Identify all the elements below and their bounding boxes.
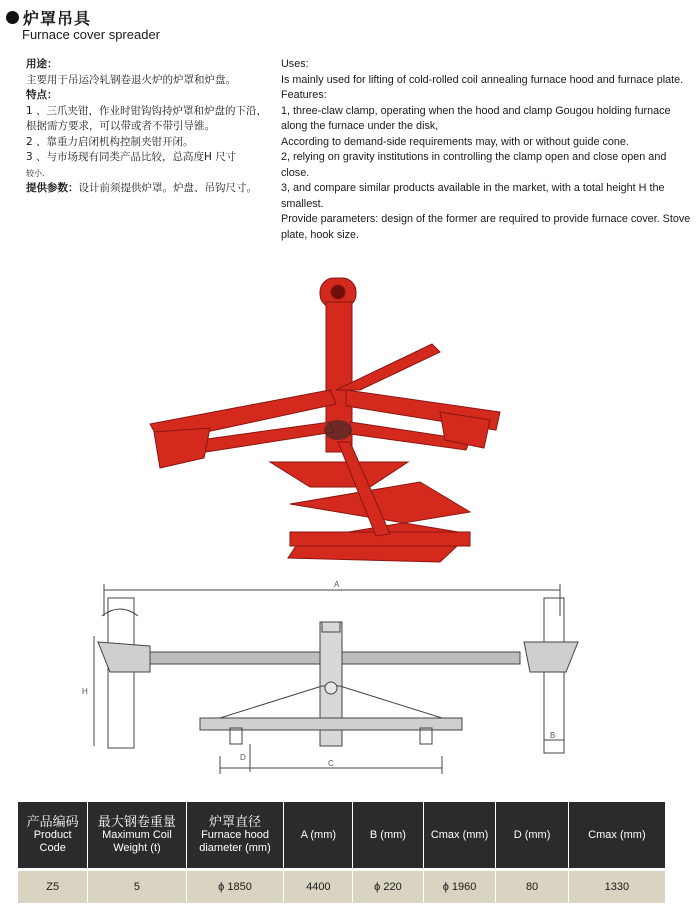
cell-code: Z5 bbox=[18, 868, 87, 903]
usage-heading-cn: 用途： bbox=[26, 58, 58, 70]
spreader-photo bbox=[140, 272, 510, 562]
feature-1b-cn: 根据需方要求，可以带或者不带引导锥。 bbox=[26, 120, 215, 132]
th-b: B (mm) bbox=[353, 802, 423, 868]
provide-text-cn: 设计前须提供炉罩。炉盘、吊钩尺寸。 bbox=[78, 182, 257, 194]
table-row bbox=[18, 868, 665, 903]
description-cn bbox=[26, 57, 271, 197]
label-d: D bbox=[240, 753, 246, 762]
feature-1-en: 1, three-claw clamp, operating when the hood and clamp Gougou holding furnace along the furnace under the disk, bbox=[281, 104, 671, 132]
provide-heading-cn: 提供参数： bbox=[26, 182, 79, 194]
usage-heading-en: Uses: bbox=[281, 58, 309, 70]
cell-cmax-2: 1330 bbox=[569, 868, 665, 903]
cell-a: 4400 bbox=[284, 868, 352, 903]
provide-en: Provide parameters: design of the former are required to provide furnace cover. Stove plate, hook size. bbox=[281, 213, 691, 241]
feature-3b-cn: 较小. bbox=[26, 168, 45, 178]
feature-3-cn: 3 、与市场现有同类产品比较，总高度H 尺寸 bbox=[26, 151, 237, 163]
th-product-code: 产品编码 Product Code bbox=[18, 802, 87, 868]
th-d: D (mm) bbox=[496, 802, 567, 868]
feature-1-cn: 1 、三爪夹钳，作业时钳钩钩持炉罩和炉盘的下沿， bbox=[26, 104, 268, 117]
cell-d: 80 bbox=[496, 868, 567, 903]
cell-cmax: ϕ 1960 bbox=[424, 868, 496, 903]
feature-2-en: 2, relying on gravity institutions in controlling the clamp open and close open and close. bbox=[281, 151, 667, 179]
th-hood-diameter: 炉罩直径 Furnace hood diameter (mm) bbox=[187, 802, 284, 868]
page-title-cn: 炉罩吊具 bbox=[23, 9, 92, 28]
feature-1b-en: According to demand-side requirements may, with or without guide cone. bbox=[281, 135, 629, 148]
th-a: A (mm) bbox=[284, 802, 352, 868]
page-title-en: Furnace cover spreader bbox=[22, 27, 161, 42]
label-c: C bbox=[328, 759, 334, 768]
feature-2-cn: 2 、靠重力启闭机构控制夹钳开闭。 bbox=[26, 135, 194, 148]
table-header-row bbox=[18, 802, 665, 868]
feature-3-en: 3, and compare similar products available in the market, with a total height H the smallest. bbox=[281, 182, 665, 210]
features-heading-cn: 特点： bbox=[26, 89, 58, 101]
technical-drawing bbox=[82, 576, 610, 776]
th-cmax-2: Cmax (mm) bbox=[569, 802, 665, 868]
cell-weight: 5 bbox=[88, 868, 185, 903]
bullet-icon bbox=[6, 11, 19, 24]
label-a: A bbox=[334, 580, 340, 589]
features-heading-en: Features: bbox=[281, 89, 327, 101]
title-row bbox=[6, 6, 91, 29]
th-cmax: Cmax (mm) bbox=[424, 802, 496, 868]
label-b: B bbox=[550, 731, 556, 740]
usage-text-cn: 主要用于吊运冷轧钢卷退火炉的炉罩和炉盘。 bbox=[26, 73, 236, 86]
label-h: H bbox=[82, 687, 88, 696]
cell-b: ϕ 220 bbox=[353, 868, 423, 903]
usage-text-en: Is mainly used for lifting of cold-rolled coil annealing furnace hood and furnace plate. bbox=[281, 73, 684, 86]
cell-diameter: ϕ 1850 bbox=[187, 868, 284, 903]
description-en bbox=[281, 57, 693, 243]
th-max-coil-weight: 最大钢卷重量 Maximum Coil Weight (t) bbox=[88, 802, 185, 868]
spec-table bbox=[17, 802, 666, 903]
